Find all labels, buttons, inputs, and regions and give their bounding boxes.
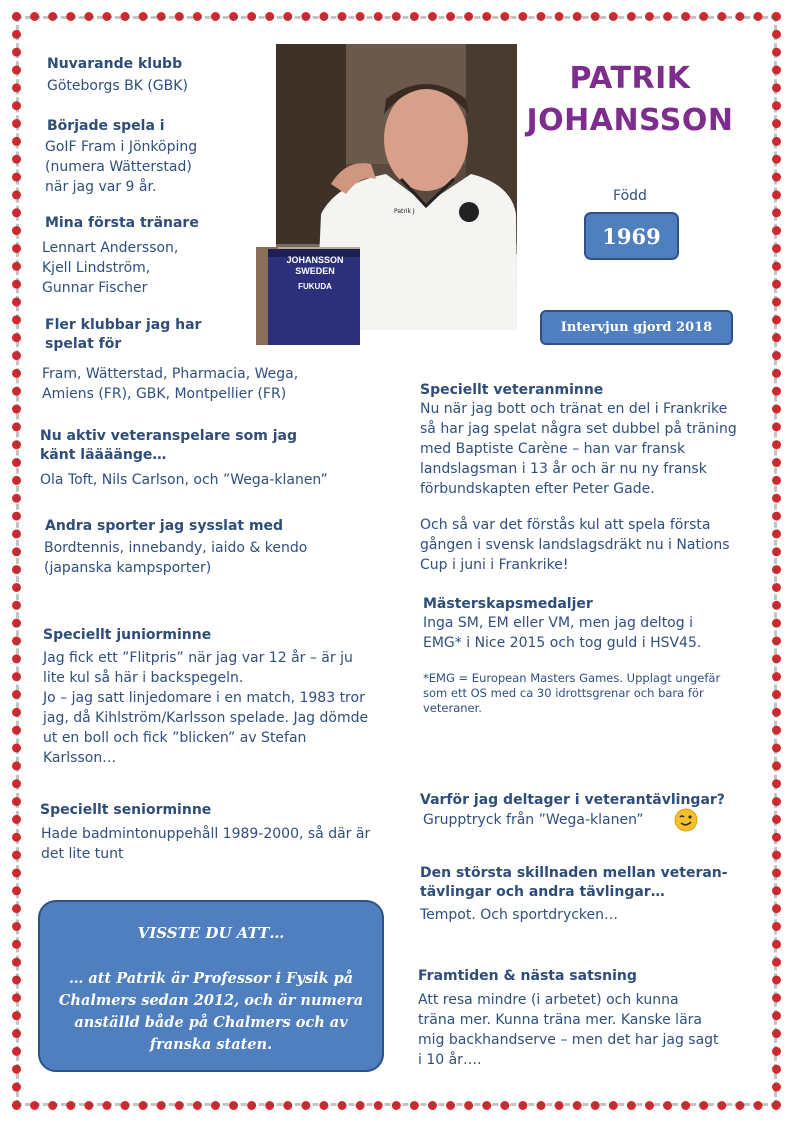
- sports-heading: Andra sporter jag sysslat med: [45, 518, 284, 534]
- veteran-friends-text: Ola Toft, Nils Carlson, och ”Wega-klanen”: [40, 472, 328, 488]
- difference-heading: Den största skillnaden mellan veteran- tävlingar och andra tävlingar…: [420, 865, 728, 900]
- clubs-text: Fram, Wätterstad, Pharmacia, Wega, Amiens (FR), GBK, Montpellier (FR): [42, 366, 299, 402]
- born-year-box: 1969: [584, 212, 679, 260]
- why-text: Grupptryck från ”Wega-klanen”: [423, 812, 644, 828]
- title-firstname: PATRIK: [569, 61, 691, 96]
- medals-text: Inga SM, EM eller VM, men jag deltog i EMG* i Nice 2015 och tog guld i HSV45.: [423, 615, 702, 651]
- sports-text: Bordtennis, innebandy, iaido & kendo (japanska kampsporter): [44, 540, 308, 576]
- page-title: [525, 58, 735, 142]
- veteran-memory-text: Nu när jag bott och tränat en del i Frankrike så har jag spelat några set dubbel på träning med Baptiste Carène – han var fransk landslagsman i 13 år och är nu ny fransk förbundskapten efter Peter Gade.: [420, 401, 737, 497]
- senior-text: Hade badmintonuppehåll 1989-2000, så där är det lite tunt: [41, 826, 371, 862]
- junior-text: Jag fick ett ”Flitpris” när jag var 12 år – är ju lite kul så här i backspegeln. Jo – jag satt linjedomare i en match, 1983 tror jag, då Kihlström/Karlsson spelade. Jag dömde ut en boll och fick ”blicken” av Stefan Karlsson…: [43, 650, 369, 766]
- coach-heading: Mina första tränare: [45, 215, 199, 231]
- shirt-country: SWEDEN: [295, 266, 335, 276]
- start-heading: Började spela i: [47, 118, 165, 134]
- did-you-know-heading: VISSTE DU ATT…: [137, 924, 285, 942]
- club-heading: Nuvarande klubb: [47, 56, 183, 72]
- interview-box: Intervjun gjord 2018: [540, 310, 733, 345]
- did-you-know-text: … att Patrik är Professor i Fysik på Chalmers sedan 2012, och är numera anställd både på Chalmers och av franska staten.: [58, 970, 364, 1053]
- born-label: Född: [613, 188, 647, 204]
- title-lastname: JOHANSSON: [526, 103, 734, 138]
- start-text: GoIF Fram i Jönköping (numera Wätterstad) när jag var 9 år.: [45, 139, 198, 195]
- future-heading: Framtiden & nästa satsning: [418, 968, 637, 984]
- why-heading: Varför jag deltager i veterantävlingar?: [420, 792, 725, 808]
- club-text: Göteborgs BK (GBK): [47, 78, 188, 94]
- shirt-text: [272, 255, 358, 292]
- senior-heading: Speciellt seniorminne: [40, 802, 212, 818]
- difference-text: Tempot. Och sportdrycken…: [420, 907, 619, 923]
- shirt-name: JOHANSSON: [286, 255, 344, 265]
- wink-emoji-icon: [674, 808, 698, 832]
- junior-heading: Speciellt juniorminne: [43, 627, 212, 643]
- coach-text: Lennart Andersson, Kjell Lindström, Gunnar Fischer: [42, 240, 179, 296]
- future-text: Att resa mindre (i arbetet) och kunna träna mer. Kunna träna mer. Kanske lära mig backhandserve – men det har jag sagt i 10 år….: [418, 992, 719, 1068]
- shirt-brand: FUKUDA: [298, 282, 332, 291]
- medals-footnote: *EMG = European Masters Games. Upplagt ungefär som ett OS med ca 30 idrottsgrenar och bara för veteraner.: [423, 671, 721, 715]
- medals-heading: Mästerskapsmedaljer: [423, 596, 593, 612]
- veteran-memory-text-2: Och så var det förstås kul att spela första gången i svensk landslagsdräkt nu i Nations Cup i juni i Frankrike!: [420, 517, 730, 573]
- shirt-badge-text: Patrik J: [394, 208, 415, 215]
- veteran-memory-heading: Speciellt veteranminne: [420, 382, 604, 398]
- shirt-photo: [256, 247, 360, 345]
- veteran-friends-heading: Nu aktiv veteranspelare som jag känt läääänge…: [40, 428, 297, 463]
- clubs-heading: Fler klubbar jag har spelat för: [45, 317, 202, 352]
- did-you-know-box: [38, 900, 384, 1072]
